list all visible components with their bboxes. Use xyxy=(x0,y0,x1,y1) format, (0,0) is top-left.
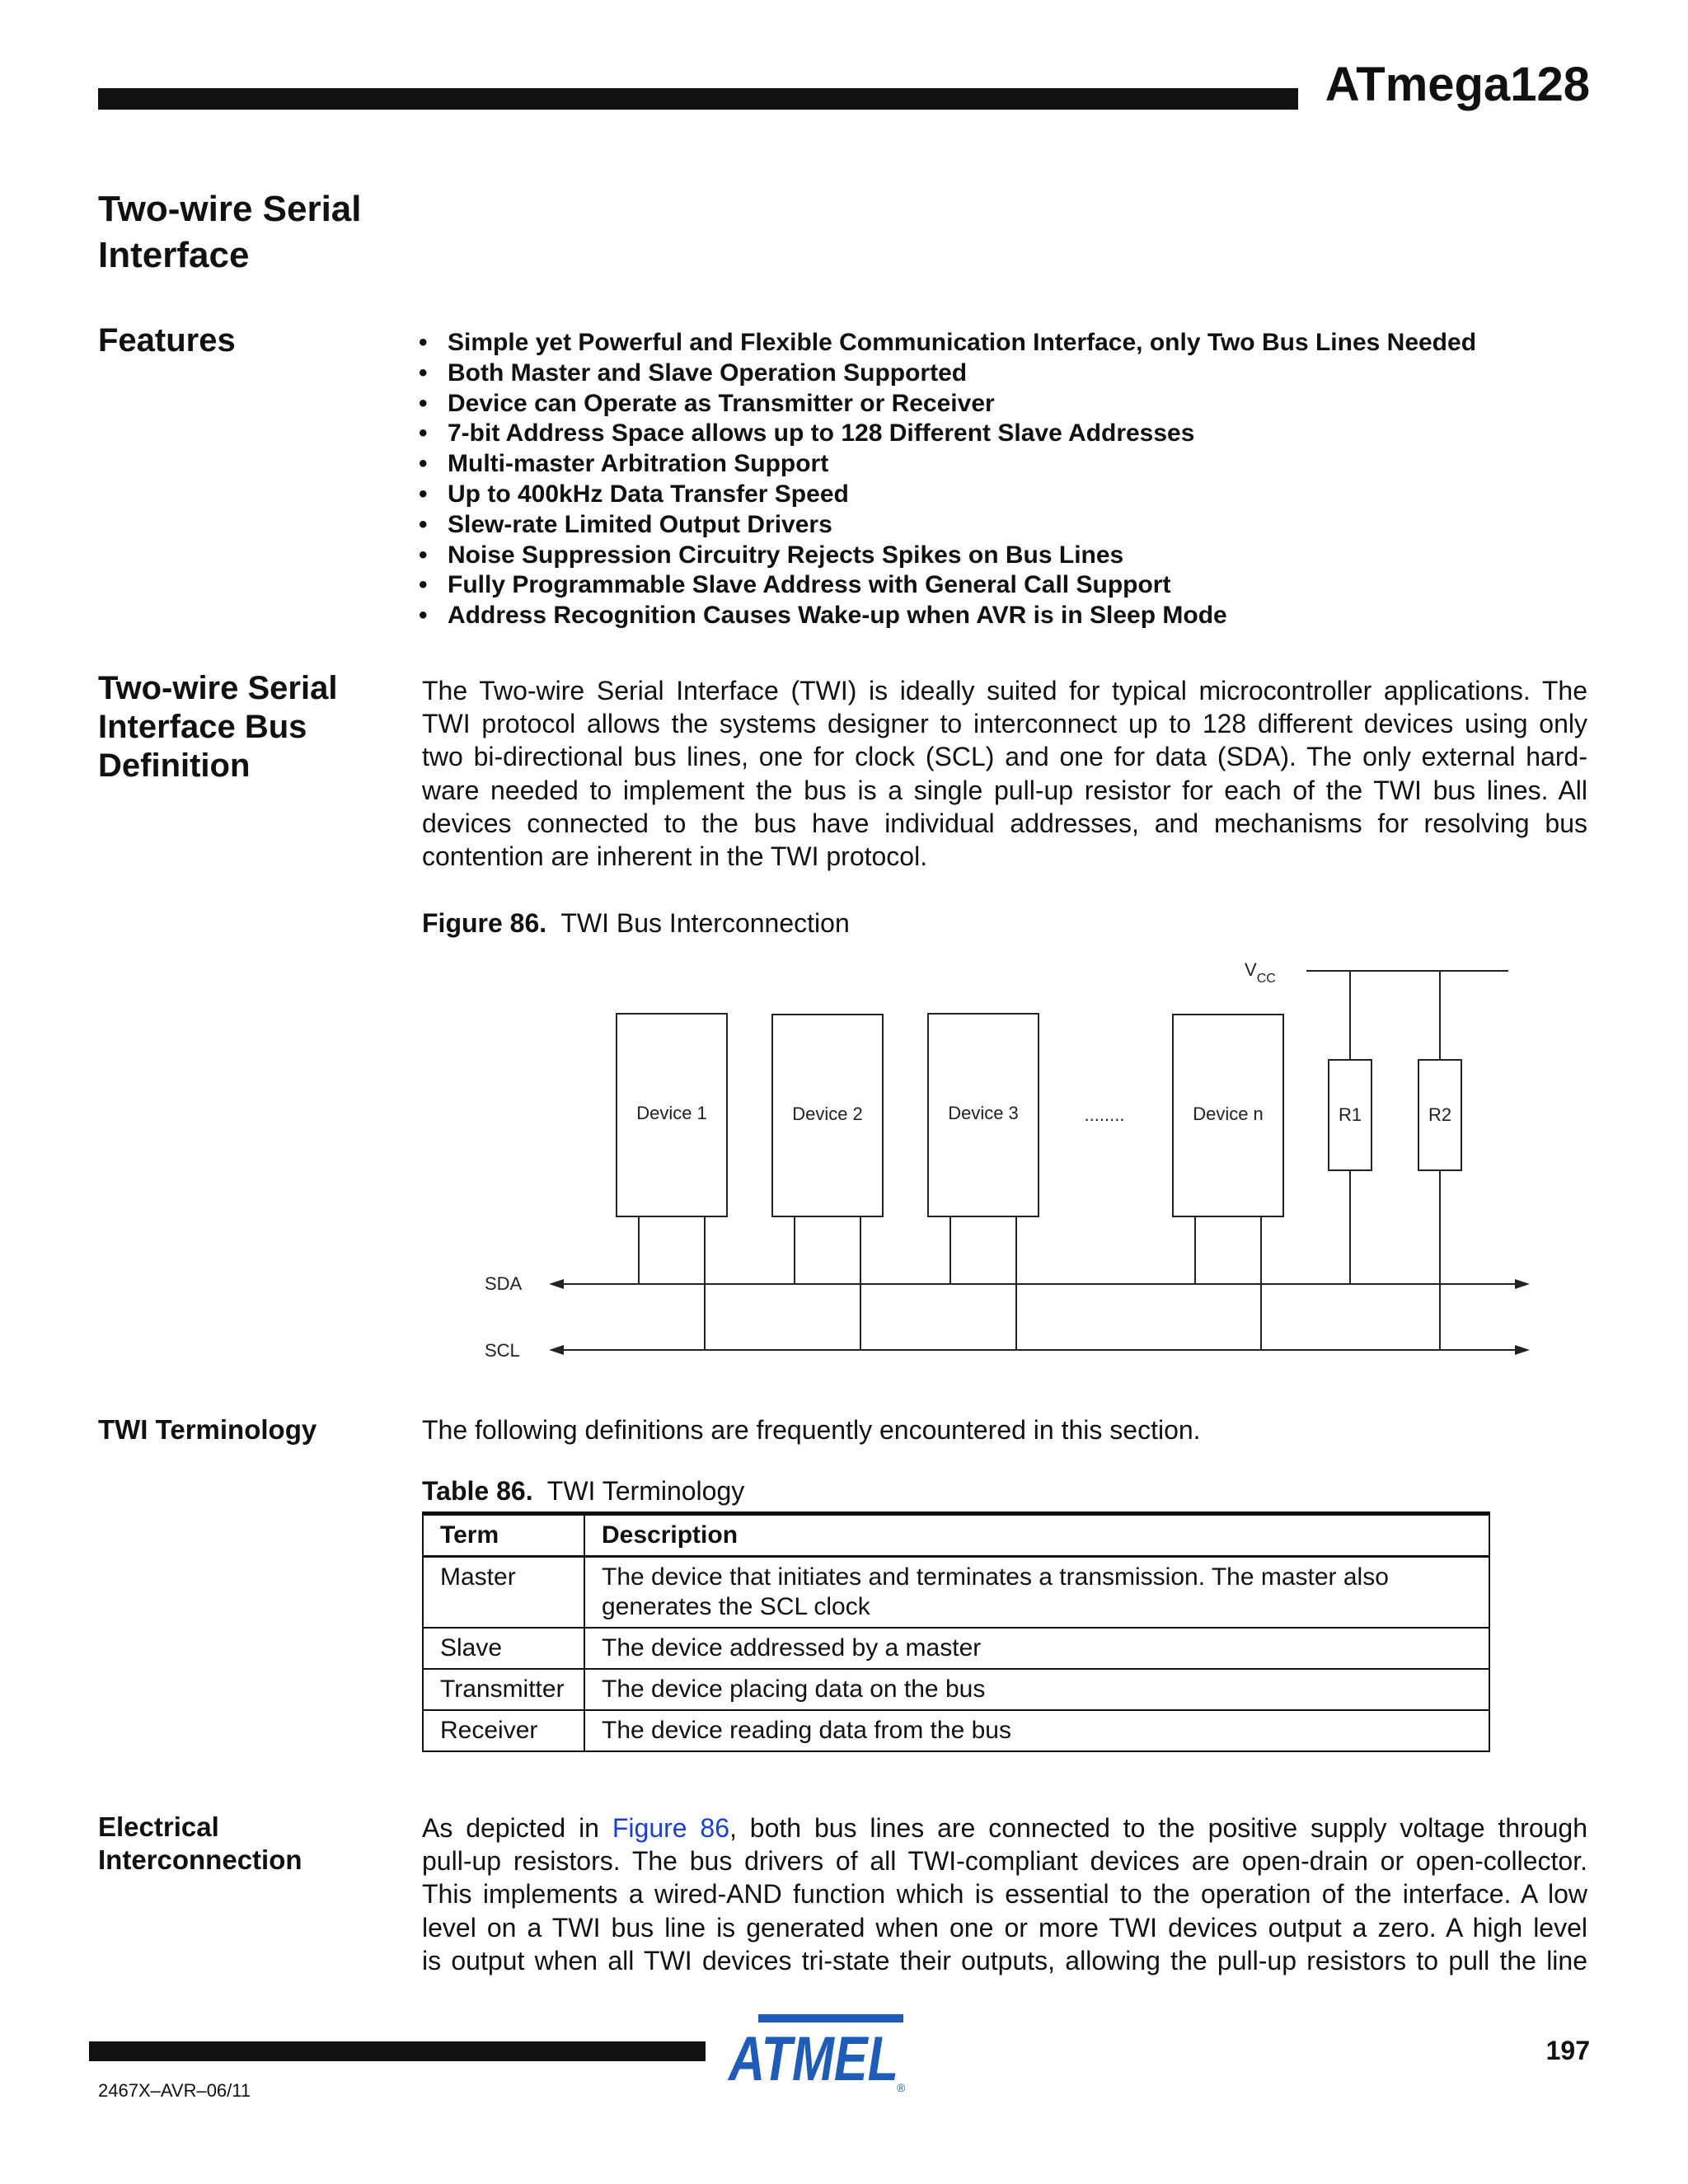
feature-item: • Noise Suppression Circuitry Rejects Spikes on Bus Lines xyxy=(419,541,1476,571)
paragraph-line: contention are inherent in the TWI protocol. xyxy=(422,841,928,872)
scl-label: SCL xyxy=(485,1340,520,1361)
arrow-left-icon xyxy=(549,1279,564,1289)
electrical-paragraph xyxy=(422,1811,1587,1977)
device-3 xyxy=(928,1014,1039,1350)
resistor-label: R2 xyxy=(1428,1104,1452,1125)
device-label: Device n xyxy=(1193,1104,1264,1124)
page-number: 197 xyxy=(1545,2036,1590,2065)
figure-86-link[interactable]: Figure 86 xyxy=(612,1813,730,1843)
feature-item: • 7-bit Address Space allows up to 128 Different Slave Addresses xyxy=(419,419,1476,449)
device-label: Device 2 xyxy=(792,1104,863,1124)
paragraph-line: two bi-directional bus lines, one for clock (SCL) and one for data (SDA). The only external hard- xyxy=(422,742,1587,772)
table-label: Table 86. xyxy=(422,1476,533,1506)
term-cell: Receiver xyxy=(423,1710,584,1751)
feature-item: • Both Master and Slave Operation Supported xyxy=(419,359,1476,389)
resistor-label: R1 xyxy=(1338,1104,1362,1125)
column-header: Term xyxy=(423,1514,584,1557)
document-code: 2467X–AVR–06/11 xyxy=(98,2080,251,2101)
bus-definition-paragraph xyxy=(422,674,1587,873)
paragraph-line: pull-up resistors. The bus drivers of all TWI-compliant devices are open-drain or open-collector. xyxy=(422,1846,1587,1877)
table-caption xyxy=(422,1474,744,1507)
feature-item: • Simple yet Powerful and Flexible Communication Interface, only Two Bus Lines Needed xyxy=(419,328,1476,359)
feature-item: • Device can Operate as Transmitter or Receiver xyxy=(419,389,1476,419)
table-header-row xyxy=(423,1514,1489,1557)
feature-item: • Address Recognition Causes Wake-up when AVR is in Sleep Mode xyxy=(419,601,1476,631)
section-title-line: Two-wire Serial xyxy=(98,189,362,229)
resistor-r1 xyxy=(1329,971,1372,1284)
heading-line: Definition xyxy=(98,748,251,784)
table-row xyxy=(423,1710,1489,1751)
device-label: Device 3 xyxy=(948,1103,1019,1123)
table-title: TWI Terminology xyxy=(546,1476,745,1506)
device-n xyxy=(1173,1015,1283,1350)
arrow-left-icon xyxy=(549,1345,564,1355)
footer-rule xyxy=(89,2041,706,2061)
figure-caption xyxy=(422,907,850,940)
svg-text:®: ® xyxy=(897,2081,905,2093)
paragraph-line: The Two-wire Serial Interface (TWI) is ideally suited for typical microcontroller applications. The xyxy=(422,676,1587,705)
description-cell: The device placing data on the bus xyxy=(584,1669,1489,1710)
electrical-heading xyxy=(98,1811,302,1877)
term-cell: Transmitter xyxy=(423,1669,584,1710)
feature-item: • Fully Programmable Slave Address with General Call Support xyxy=(419,570,1476,601)
description-cell: The device reading data from the bus xyxy=(584,1710,1489,1751)
description-cell xyxy=(584,1557,1489,1629)
device-label: Device 1 xyxy=(636,1103,707,1123)
feature-item: • Slew-rate Limited Output Drivers xyxy=(419,510,1476,541)
term-cell: Slave xyxy=(423,1628,584,1669)
description-line: generates the SCL clock xyxy=(602,1593,870,1620)
scl-line xyxy=(485,1340,1530,1361)
device-1 xyxy=(617,1014,727,1350)
table-row xyxy=(423,1557,1489,1629)
atmel-logo xyxy=(725,2011,905,2093)
paragraph-line: is output when all TWI devices tri-state their outputs, allowing the pull-up resistors to pull the line xyxy=(422,1945,1587,1975)
paragraph-line: devices connected to the bus have individual addresses, and mechanisms for resolving bus xyxy=(422,808,1587,838)
feature-item: • Up to 400kHz Data Transfer Speed xyxy=(419,480,1476,510)
terminology-table xyxy=(422,1511,1490,1752)
logo-text: ATMEL xyxy=(727,2024,898,2093)
header-rule xyxy=(98,88,1298,110)
sda-line xyxy=(485,1273,1530,1294)
terminology-intro: The following definitions are frequently encountered in this section. xyxy=(422,1415,1201,1445)
sda-label: SDA xyxy=(485,1273,523,1294)
description-cell: The device addressed by a master xyxy=(584,1628,1489,1669)
twi-bus-diagram xyxy=(462,948,1550,1376)
arrow-right-icon xyxy=(1515,1279,1530,1289)
feature-item: • Multi-master Arbitration Support xyxy=(419,449,1476,480)
paragraph-line: As depicted in Figure 86, both bus lines are connected to the positive supply voltage through xyxy=(422,1813,1588,1843)
table-row xyxy=(423,1628,1489,1669)
heading-line: Interface Bus xyxy=(98,709,307,745)
section-title-line: Interface xyxy=(98,235,250,275)
device-2 xyxy=(772,1015,883,1350)
bus-definition-heading xyxy=(98,669,337,785)
description-line: The device that initiates and terminates a transmission. The master also xyxy=(602,1563,1389,1591)
paragraph-line: ware needed to implement the bus is a single pull-up resistor for each of the TWI bus lines. All xyxy=(422,775,1587,805)
features-heading: Features xyxy=(98,322,236,359)
vcc-label: $V_{CC}$ xyxy=(1245,959,1276,986)
term-cell: Master xyxy=(423,1557,584,1629)
features-list xyxy=(419,328,1476,631)
section-title xyxy=(98,186,362,279)
figure-label: Figure 86. xyxy=(422,908,547,938)
column-header: Description xyxy=(584,1514,1489,1557)
ellipsis: ........ xyxy=(1084,1104,1125,1125)
heading-line: Interconnection xyxy=(98,1844,302,1875)
table-row xyxy=(423,1669,1489,1710)
heading-line: Electrical xyxy=(98,1811,219,1842)
document-title: ATmega128 xyxy=(1325,58,1590,111)
resistor-r2 xyxy=(1418,971,1461,1350)
figure-title: TWI Bus Interconnection xyxy=(560,908,850,938)
paragraph-line: TWI protocol allows the systems designer to interconnect up to 128 different devices using only xyxy=(422,709,1587,739)
heading-line: Two-wire Serial xyxy=(98,670,338,706)
paragraph-line: level on a TWI bus line is generated when one or more TWI devices output a zero. A high level xyxy=(422,1912,1587,1943)
terminology-heading: TWI Terminology xyxy=(98,1414,317,1445)
paragraph-line: This implements a wired-AND function which is essential to the operation of the interface. A low xyxy=(422,1879,1587,1910)
arrow-right-icon xyxy=(1515,1345,1530,1355)
